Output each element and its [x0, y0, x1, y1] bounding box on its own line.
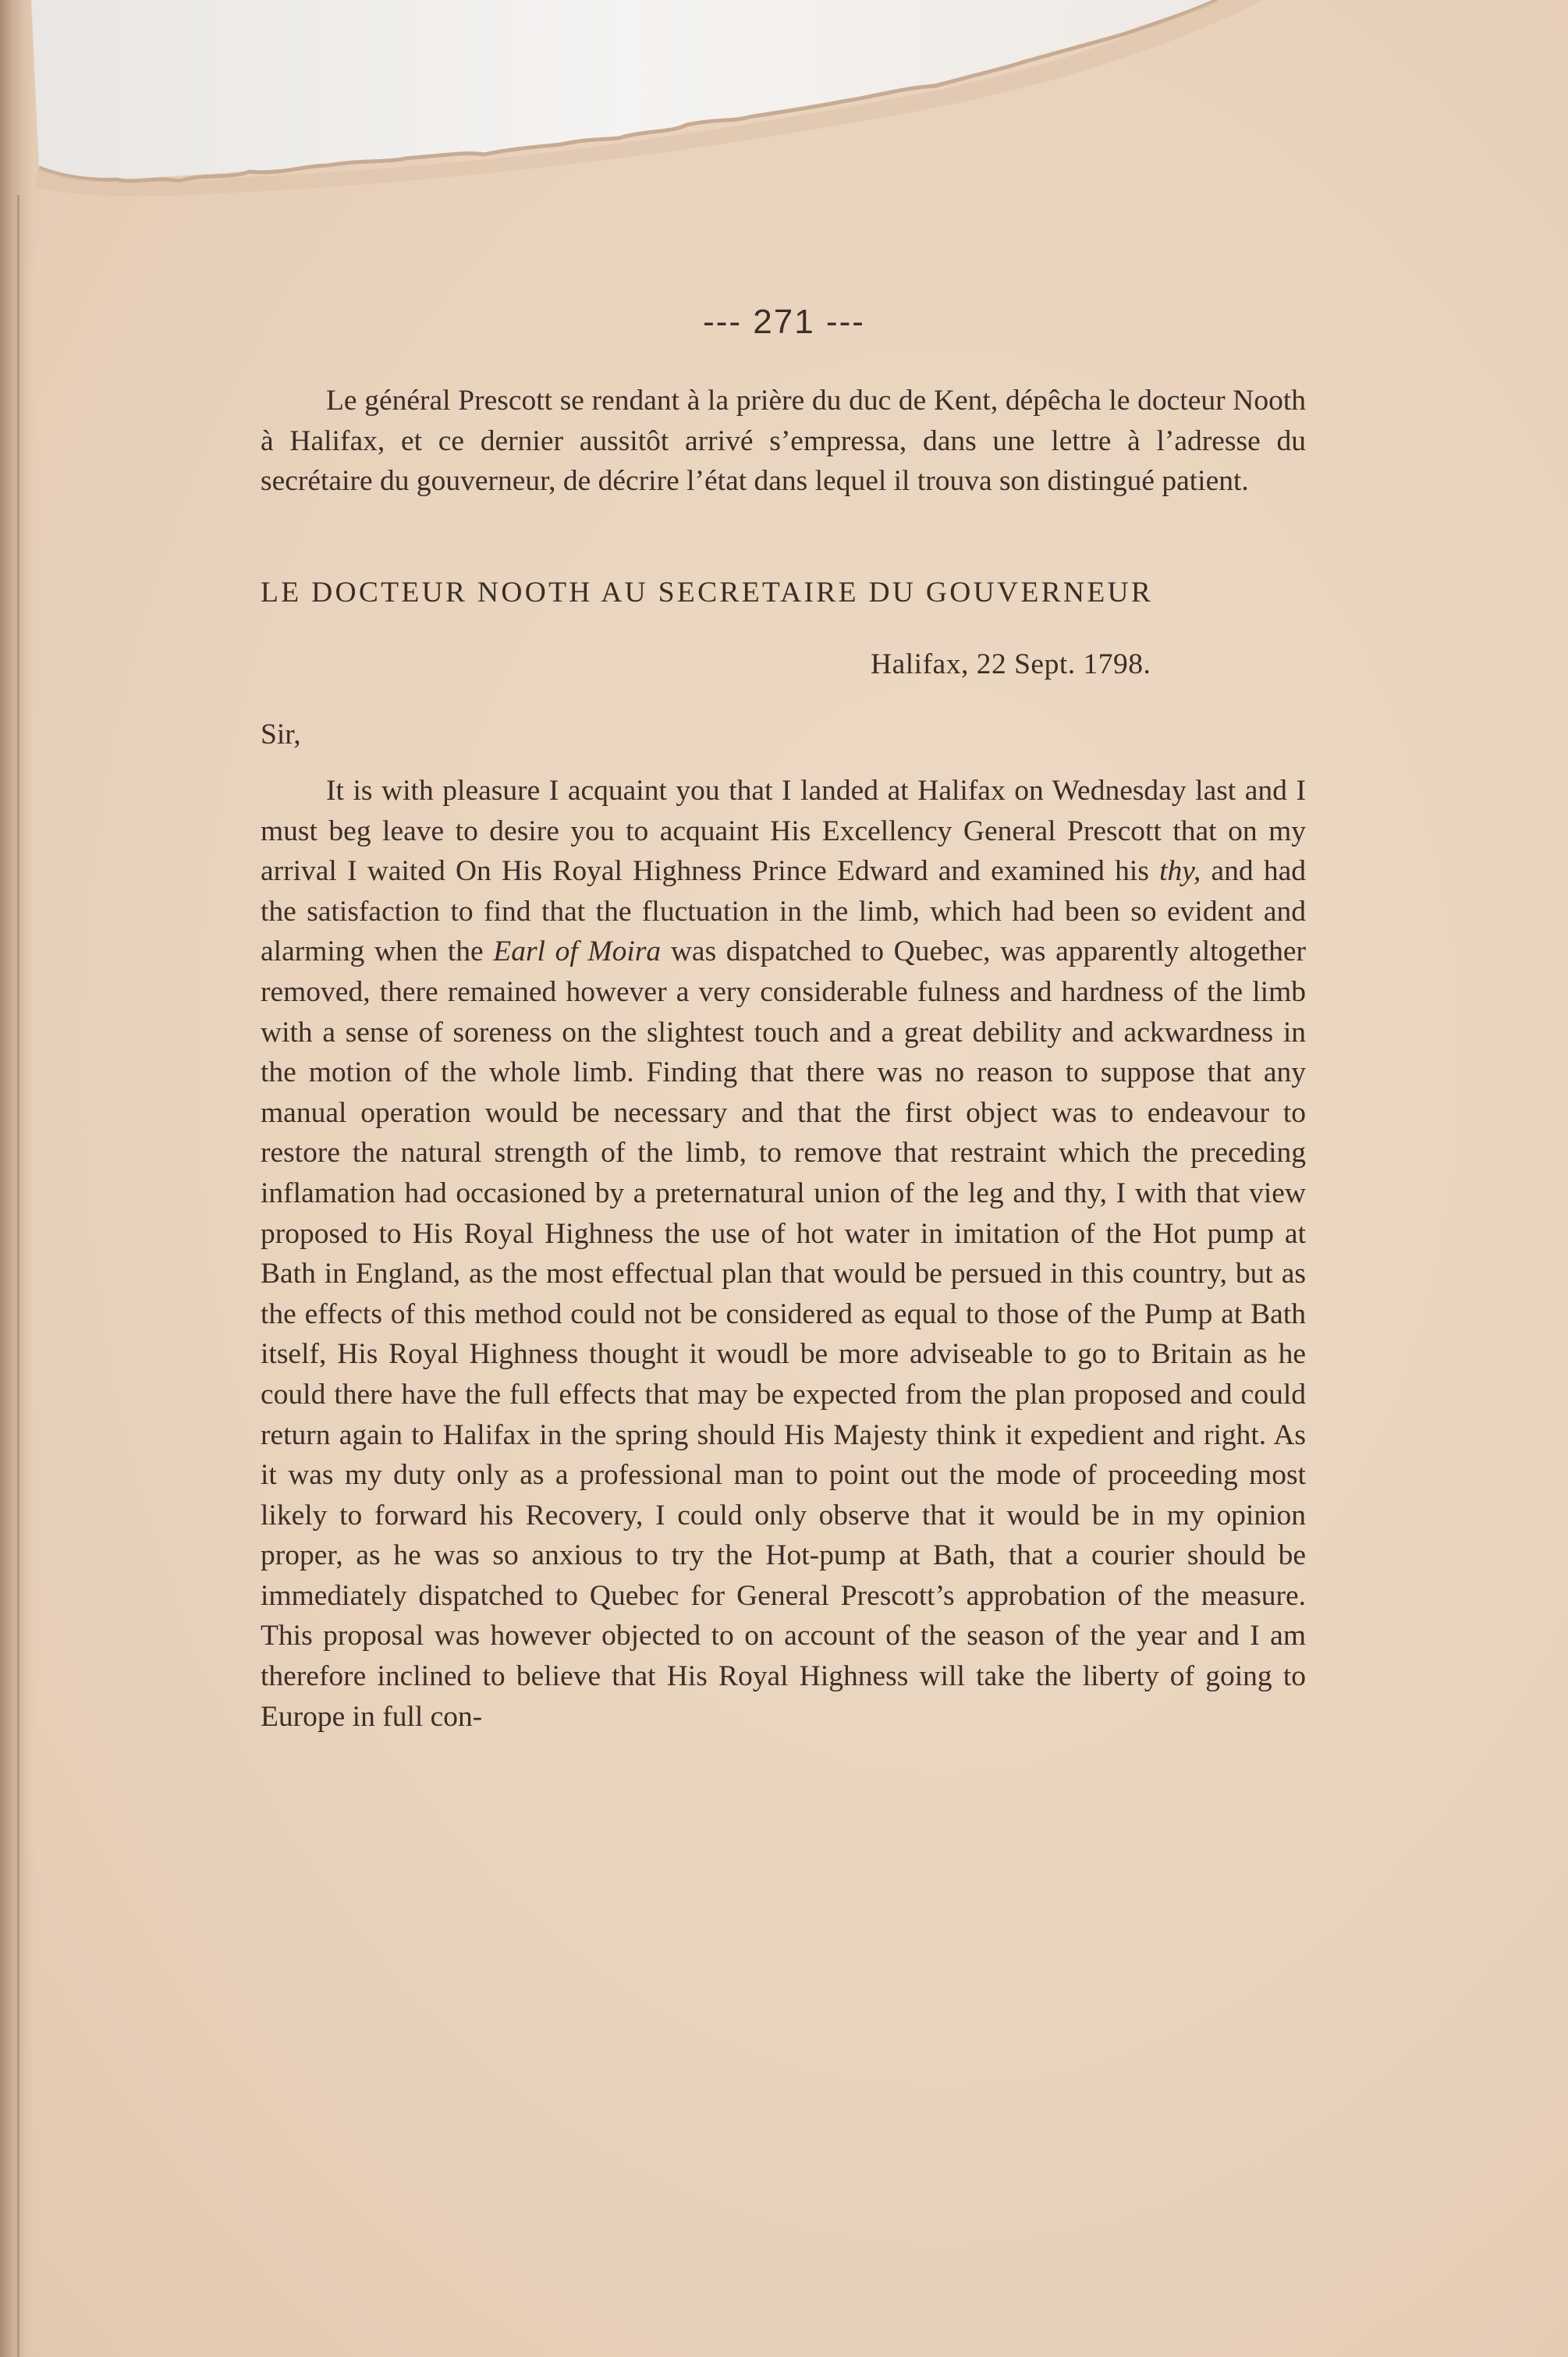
- torn-backing: [31, 0, 1217, 179]
- letter-heading: LE DOCTEUR NOOTH AU SECRETAIRE DU GOUVERNEUR: [261, 577, 1154, 609]
- page-number: --- 271 ---: [703, 303, 865, 341]
- torn-edge: [39, 0, 1217, 181]
- letter-body-part-1: It is with pleasure I acquaint you that I landed at Halifax on Wednesday last and I must beg leave to desire you to acquaint His Excellency General Prescott that on my arrival I waited On His Royal Highness Prince Edward and examined his: [261, 775, 1306, 888]
- torn-paper-corner: [0, 0, 1568, 257]
- tear-shadow: [34, 0, 1264, 197]
- letter-body-part-2: and had the satisfaction to find that the fluctuation in the limb, which had been so evident and alarming when the: [261, 855, 1306, 968]
- letter-body: [261, 771, 1306, 1737]
- letter-dateline: Halifax, 22 Sept. 1798.: [871, 648, 1151, 680]
- binding-crease: [17, 195, 20, 2357]
- ship-name-earl-of-moira: Earl of Moira: [493, 935, 662, 968]
- intro-paragraph: Le général Prescott se rendant à la prière du duc de Kent, dépêcha le docteur Nooth à Halifax, et ce dernier aussitôt arrivé s’empressa, dans une lettre à l’adresse du secrétaire du gouverneur, de décrire l’état dans lequel il trouva son distingué patient.: [261, 385, 1306, 498]
- italic-thy: thy,: [1159, 855, 1201, 888]
- letter-salutation: Sir,: [261, 719, 301, 751]
- letter-body-part-3: was dispatched to Quebec, was apparently altogether removed, there remained however a very considerable fulness and hardness of the limb with a sense of soreness on the slightest touch and a great debility and ackwardness in the motion of the whole limb. Finding that there was no reason to suppose that any manual operation would be necessary and that the first object was to endeavour to restore the natural strength of the limb, to remove that restraint which the preceding inflamation had occasioned by a preternatural union of the leg and thy, I with that view proposed to His Royal Highness the use of hot water in imitation of the Hot pump at Bath in England, as the most effectual plan that would be persued in this country, but as the effects of this method could not be considered as equal to those of the Pump at Bath itself, His Royal Highness thought it woudl be more adviseable to go to Britain as he could there have the full effects that may be expected from the plan proposed and could return again to Halifax in the spring should His Majesty think it expedient and right. As it was my duty only as a professional man to point out the mode of proceeding most likely to forward his Recovery, I could only observe that it would be in my opinion proper, as he was so anxious to try the Hot-pump at Bath, that a courier should be immediately dispatched to Quebec for General Prescott’s approbation of the measure. This proposal was however objected to on account of the season of the year and I am therefore inclined to believe that His Royal Highness will take the liberty of going to Europe in full con-: [261, 935, 1306, 1733]
